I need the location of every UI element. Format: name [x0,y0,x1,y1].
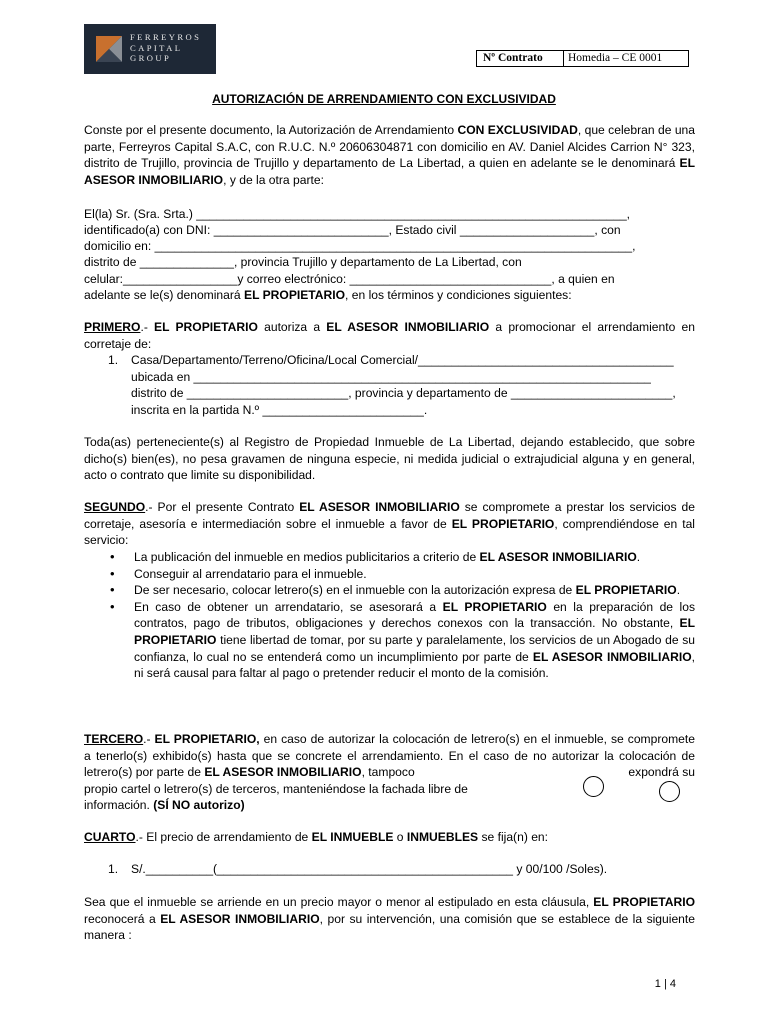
clause-cuarto: CUARTO.- El precio de arrendamiento de EL INMUEBLE o INMUEBLES se fija(n) en: [84,830,549,844]
contract-number-box [476,50,689,67]
tercero-expondra: expondrá su [628,765,695,779]
tercero-line-4: información. (SÍ NO autorizo) [84,798,245,812]
list-item: • La publicación del inmueble en medios publicitarios a criterio de EL ASESOR INMOBILIARIO. [108,549,695,566]
owner-address-line: domicilio en: _______________________________________________________________________, [84,239,636,253]
clause-tercero: TERCERO.- EL PROPIETARIO, en caso de autorizar la colocación de letrero(s) en el inmueble, se compromete a tenerlo(s) exhibido(s) hasta que se concrete el arrendamiento. En el caso de no autorizar la colocación de letrero(s) por parte de EL ASESOR INMOBILIARIO, tampoco [84,732,695,780]
contract-number-label: Nº Contrato [477,51,564,66]
registry-paragraph: Toda(as) perteneciente(s) al Registro de Propiedad Inmueble de La Libertad, dejando establecido, que sobre dicho(s) bien(es), no pesa gravamen de ninguna especie, ni medida judicial o extrajudicial alguna y en general, acto o contrato que limite su disponibilidad. [84,435,695,483]
si-checkbox-circle[interactable] [583,776,604,797]
clause-tercero-heading: TERCERO [84,732,144,746]
segundo-services-list [108,549,695,682]
logo-mark-icon [96,36,122,62]
list-item: • De ser necesario, colocar letrero(s) en el inmueble con la autorización expresa de EL PROPIETARIO. [108,582,695,599]
no-checkbox-circle[interactable] [659,781,680,802]
clause-segundo-heading: SEGUNDO [84,500,146,514]
logo-line-1: FERREYROS [130,32,202,42]
clause-primero: PRIMERO.- EL PROPIETARIO autoriza a EL ASESOR INMOBILIARIO a promocionar el arrendamiento en corretaje de: [84,320,696,351]
primero-item-number: 1. [108,353,119,367]
contract-number-value: Homedia – CE 0001 [568,52,663,64]
owner-designation-line: adelante se le(s) denominará EL PROPIETARIO, en los términos y condiciones siguientes: [84,288,572,302]
company-logo [84,24,216,74]
list-item: • Conseguir al arrendatario para el inmueble. [108,566,695,583]
clause-primero-heading: PRIMERO [84,320,141,334]
cuarto-price-line: S/.__________(____________________________________________ y 00/100 /Soles). [131,862,608,876]
list-item: • En caso de obtener un arrendatario, se asesorará a EL PROPIETARIO en la preparación de los contratos, pago de tributos, obligaciones y derechos conexos con la transacción. No obstante, EL PROPIETARIO tiene libertad de tomar, por su parte y paralelamente, los servicios de un Abogado de su confianza, lo cual no se entenderá como un incumplimiento por parte de EL ASESOR INMOBILIARIO, ni será causal para faltar al pago o pretender reducir el monto de la comisión. [108,599,695,682]
clause-segundo: SEGUNDO.- Por el presente Contrato EL ASESOR INMOBILIARIO se compromete a prestar los servicios de corretaje, asesoría e intermediación sobre el inmueble a favor de EL PROPIETARIO, comprendiéndose en tal servicio: [84,500,696,548]
owner-contact-line: celular:_________________y correo electrónico: ______________________________, a quien en [84,272,615,286]
tercero-line-3: propio cartel o letrero(s) de terceros, manteniéndose la fachada libre de [84,782,468,796]
primero-location: ubicada en ____________________________________________________________________ [131,370,651,384]
commission-paragraph: Sea que el inmueble se arriende en un precio mayor o menor al estipulado en esta cláusula, EL PROPIETARIO reconocerá a EL ASESOR INMOBILIARIO, por su intervención, una comisión que se establece de la siguiente manera : [84,895,695,943]
primero-property-type: Casa/Departamento/Terreno/Oficina/Local Comercial/______________________________________ [131,353,674,367]
primero-registry: inscrita en la partida N.º ________________________. [131,403,428,417]
intro-paragraph: Conste por el presente documento, la Autorización de Arrendamiento CON EXCLUSIVIDAD, que celebran de una parte, Ferreyros Capital S.A.C, con R.U.C. N.º 20606304871 con domicilio en AV. Daniel Alcides Carrion N° 323, distrito de Trujillo, provincia de Trujillo y departamento de La Libertad, a quien en adelante se le denominará EL ASESOR INMOBILIARIO, y de la otra parte: [84,123,695,187]
logo-line-2: CAPITAL [130,42,183,53]
clause-cuarto-heading: CUARTO [84,830,136,844]
owner-dni-line: identificado(a) con DNI: __________________________, Estado civil ____________________, con [84,223,621,237]
logo-line-3: GROUP [130,53,172,63]
primero-district: distrito de ________________________, provincia y departamento de ________________________, [131,386,676,400]
owner-district-line: distrito de ______________, provincia Trujillo y departamento de La Libertad, con [84,255,522,269]
cuarto-item-number: 1. [108,862,119,876]
document-title: AUTORIZACIÓN DE ARRENDAMIENTO CON EXCLUSIVIDAD [212,92,556,106]
logo-text [130,32,201,64]
owner-name-line: El(la) Sr. (Sra. Srta.) ________________________________________________________________, [84,207,631,221]
page-number: 1 | 4 [654,978,676,990]
